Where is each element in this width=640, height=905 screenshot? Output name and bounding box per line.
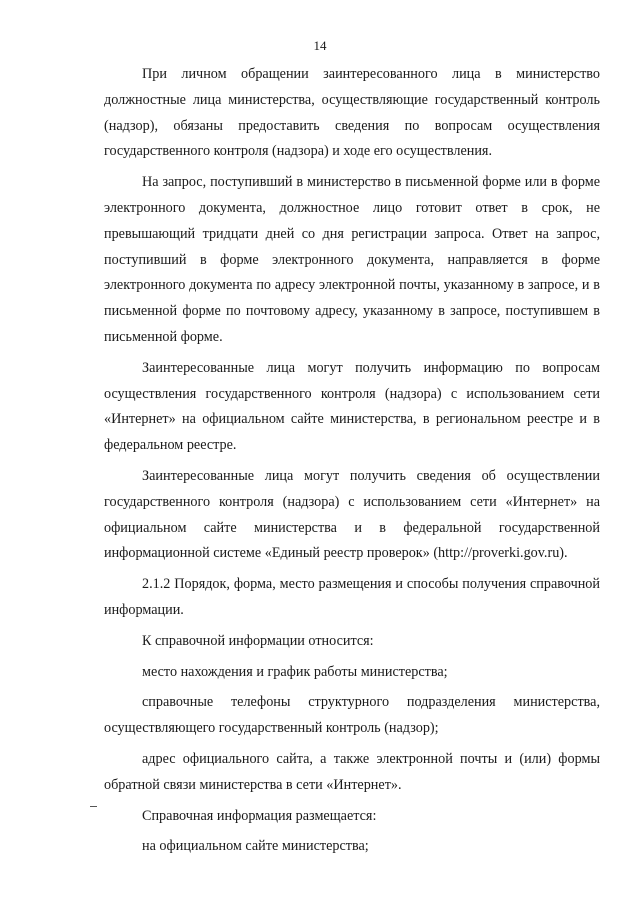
section-heading-2-1-2: 2.1.2 Порядок, форма, место размещения и способы получения справочной информации. (104, 576, 600, 618)
paragraph-website-address: адрес официального сайта, а также электронной почты и (или) формы обратной связи министерства в сети «Интернет». (104, 750, 600, 793)
paragraph-personal-request: При личном обращении заинтересованного лица в министерство должностные лица министерства, осуществляющие государственный контроль (надзор), обязаны предоставить сведения по вопросам осуществления государственного контроля (надзора) и ходе его осуществления. (104, 66, 600, 160)
paragraph-reference-info-intro: К справочной информации относится: (142, 632, 374, 649)
scan-mark (90, 806, 97, 807)
document-body (104, 62, 600, 860)
paragraph-official-site: на официальном сайте министерства; (142, 838, 369, 855)
paragraph-written-request: На запрос, поступивший в министерство в письменной форме или в форме электронного документа, должностное лицо готовит ответ в срок, не превышающий тридцати дней со дня регистрации запроса. Ответ на запрос, поступивший в форме электронного документа, направляется в форме электронного документа по адресу электронной почты, указанному в запросе, и в письменной форме по почтовому адресу, указанному в запросе, поступившем в письменной форме. (104, 174, 600, 345)
paragraph-placement-intro: Справочная информация размещается: (142, 807, 377, 824)
paragraph-phone-numbers: справочные телефоны структурного подразделения министерства, осуществляющего государственный контроль (надзор); (104, 694, 600, 737)
page-number: 14 (313, 38, 327, 53)
paragraph-location-schedule: место нахождения и график работы министерства; (142, 663, 448, 680)
paragraph-federal-registry: Заинтересованные лица могут получить сведения об осуществлении государственного контроля (надзора) с использованием сети «Интернет» на официальном сайте министерства и в федеральной государственной информационной системе «Единый реестр проверок» (http://proverki.gov.ru). (104, 467, 600, 562)
paragraph-internet-info: Заинтересованные лица могут получить информацию по вопросам осуществления государственного контроля (надзора) с использованием сети «Интернет» на официальном сайте министерства, в региональном реестре и в федеральном реестре. (104, 359, 600, 454)
